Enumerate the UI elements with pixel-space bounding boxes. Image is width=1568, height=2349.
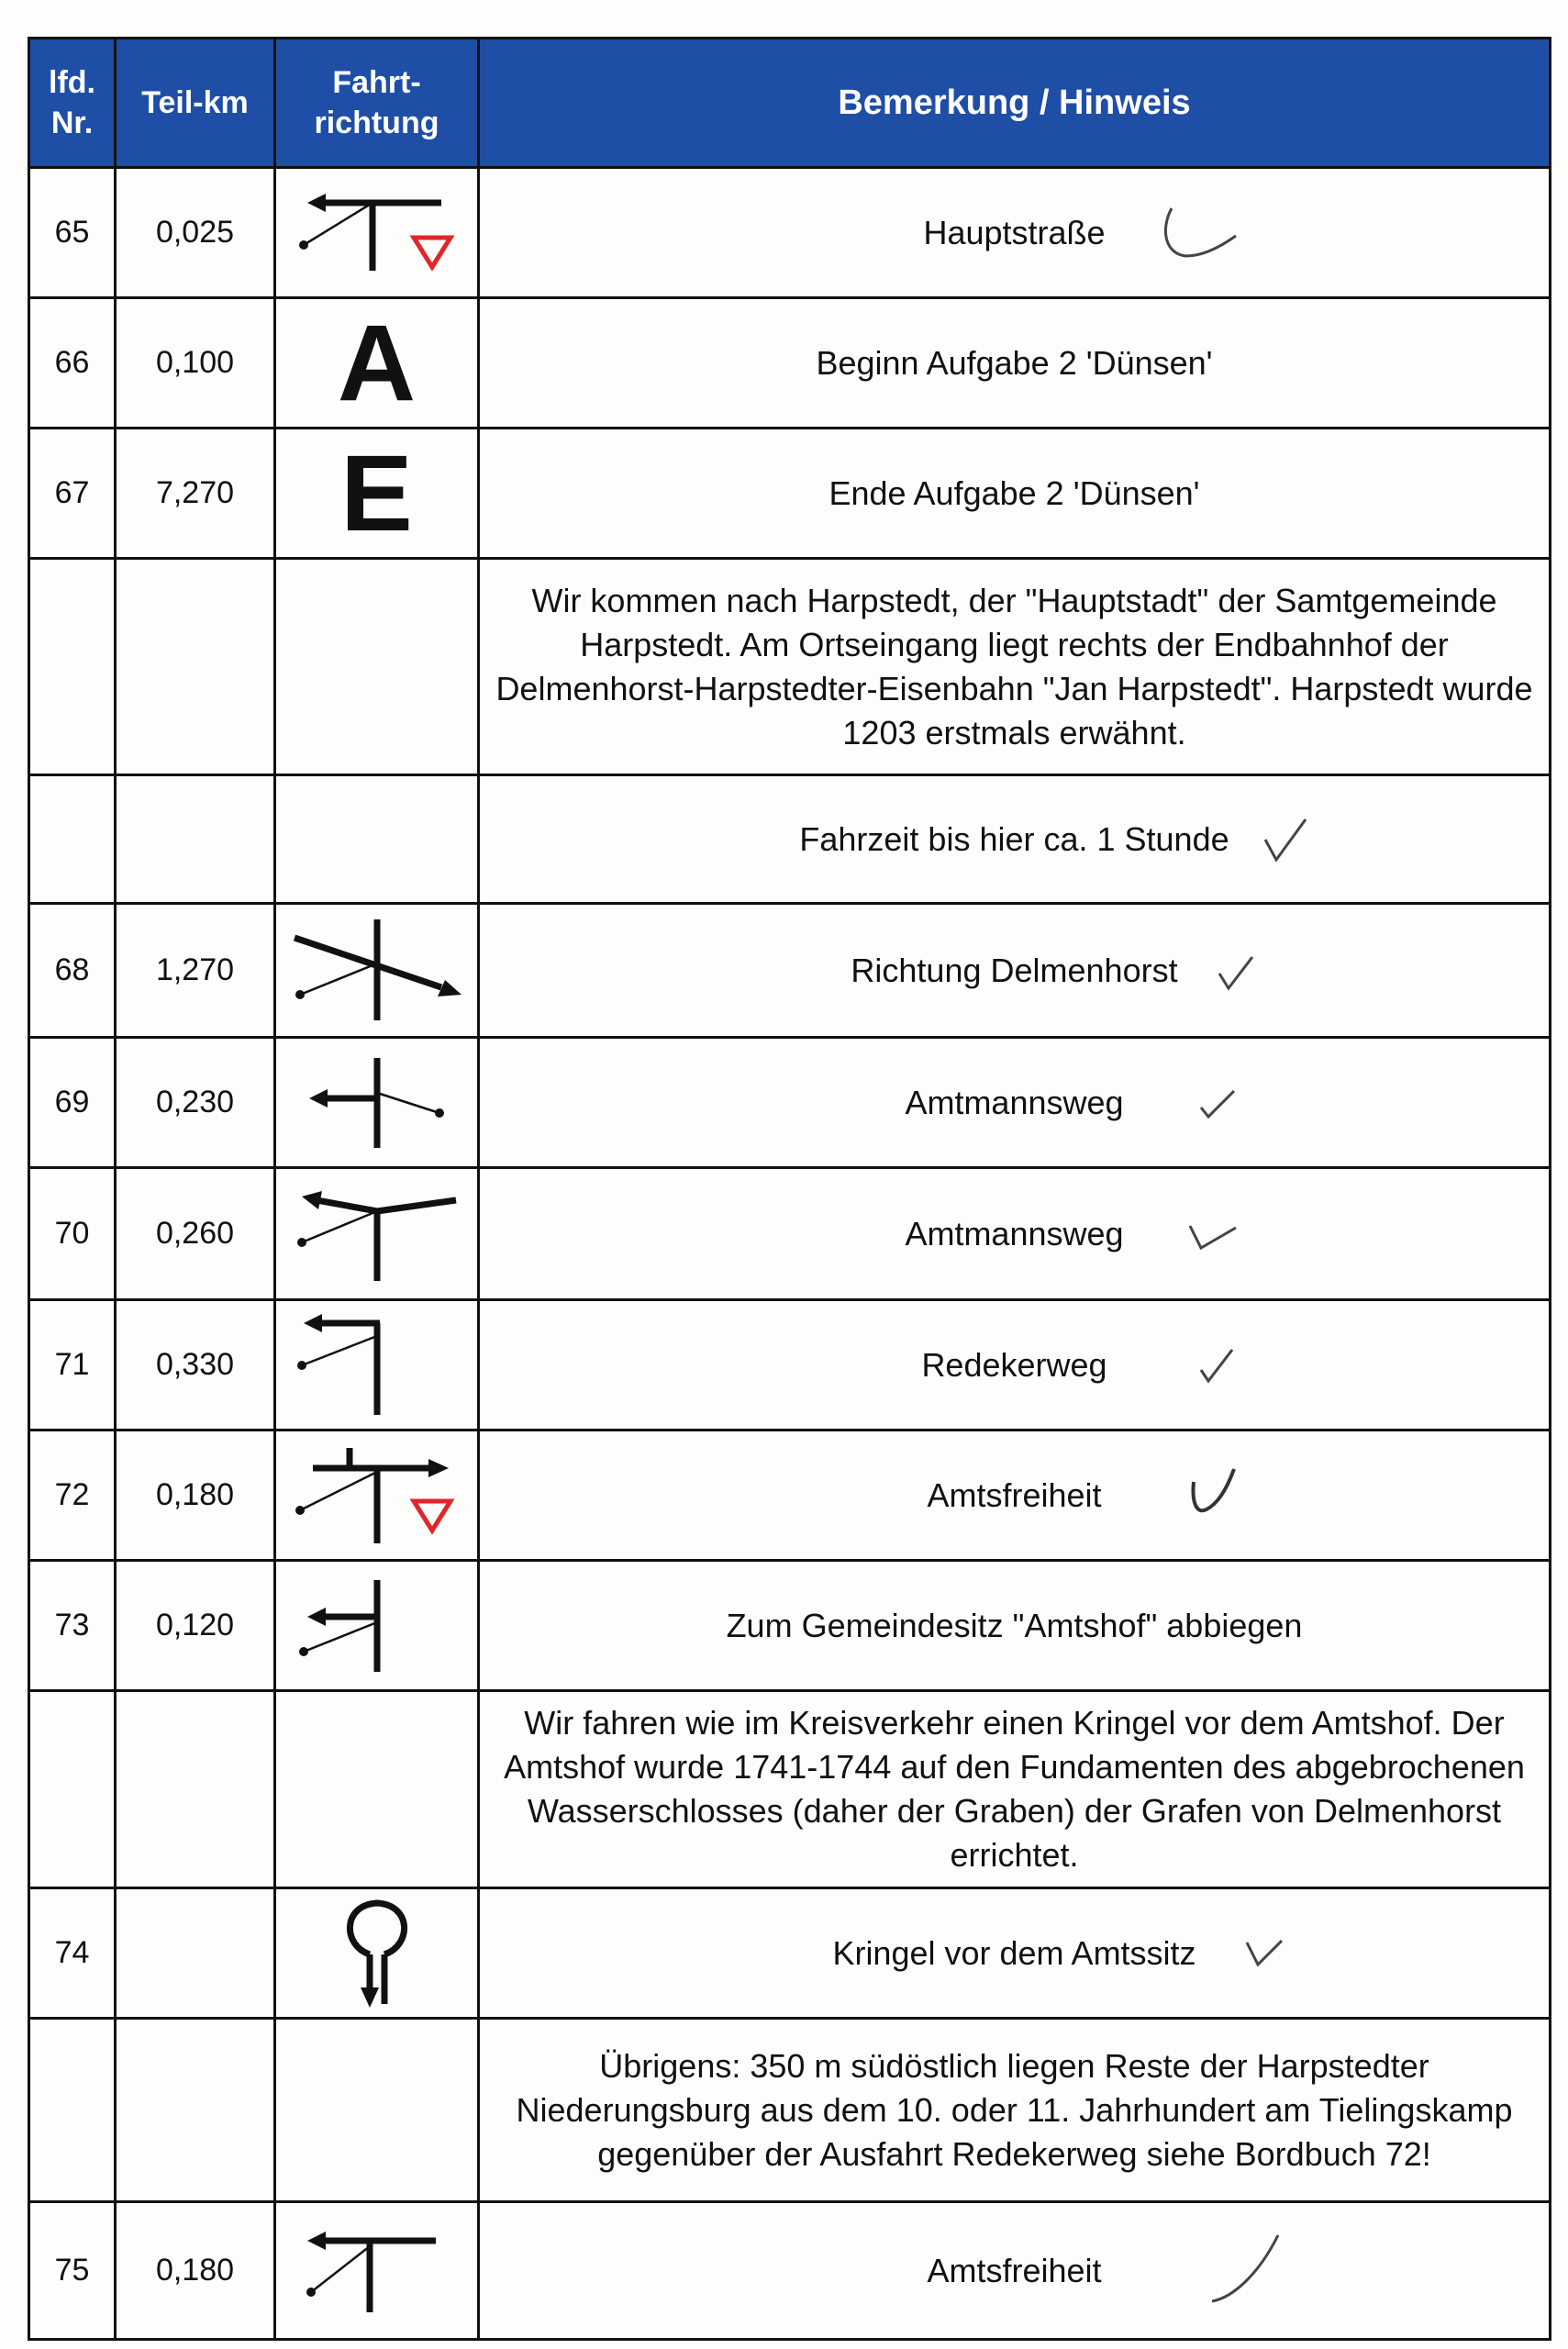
note-text: Fahrzeit bis hier ca. 1 Stunde — [799, 819, 1229, 858]
header-remark: Bemerkung / Hinweis — [479, 39, 1551, 168]
remark-text: Kringel vor dem Amtssitz — [832, 1933, 1196, 1972]
remark-text: Amtsfreiheit — [927, 1475, 1102, 1514]
row-nr: 66 — [29, 298, 116, 429]
table-row — [29, 1561, 1551, 1691]
t-junction-left-yield-icon — [285, 183, 469, 284]
header-direction: Fahrt-richtung — [275, 39, 479, 168]
table-row — [29, 1038, 1551, 1168]
table-row — [29, 904, 1551, 1038]
remark-text: Amtmannsweg — [905, 1214, 1124, 1252]
remark-cell — [479, 775, 1551, 904]
direction-cell — [275, 1431, 479, 1561]
remark-cell — [479, 904, 1551, 1038]
table-row — [29, 775, 1551, 904]
row-km: 0,180 — [116, 2202, 275, 2340]
remark-text: Amtsfreiheit — [927, 2251, 1102, 2289]
note-text: Wir fahren wie im Kreisverkehr einen Kringel vor dem Amtshof. Der Amtshof wurde 1741-1744 auf den Fundamenten des abgebrochenen Wasserschlosses (daher der Graben) der Grafen von Delmenhorst errichtet. — [479, 1691, 1551, 1888]
remark-cell — [479, 1888, 1551, 2019]
row-km — [116, 1888, 275, 2019]
row-nr: 74 — [29, 1888, 116, 2019]
direction-cell — [275, 168, 479, 298]
y-junction-left-icon — [285, 1184, 469, 1285]
header-nr: lfd. Nr. — [29, 39, 116, 168]
remark-text: Hauptstraße — [923, 213, 1106, 251]
row-nr: 67 — [29, 429, 116, 559]
remark-text: Redekerweg — [921, 1345, 1107, 1384]
remark-text: Amtmannsweg — [905, 1083, 1124, 1121]
table-row — [29, 1300, 1551, 1431]
direction-cell — [275, 2202, 479, 2340]
check-mark-icon — [1241, 1935, 1287, 1972]
table-row — [29, 298, 1551, 429]
direction-cell — [275, 298, 479, 429]
row-km: 0,260 — [116, 1168, 275, 1300]
remark-cell — [479, 168, 1551, 298]
start-marker-letter: A — [337, 302, 417, 424]
table-row — [29, 168, 1551, 298]
check-mark-icon — [1205, 2230, 1287, 2312]
direction-cell — [275, 1168, 479, 1300]
row-nr: 70 — [29, 1168, 116, 1300]
check-mark-icon — [1186, 1464, 1241, 1528]
table-row — [29, 2019, 1551, 2202]
table-row — [29, 1431, 1551, 1561]
remark-text: Zum Gemeindesitz "Amtshof" abbiegen — [726, 1606, 1303, 1644]
turn-left-stub-icon — [285, 1571, 469, 1681]
row-km: 0,180 — [116, 1431, 275, 1561]
remark-cell — [479, 1038, 1551, 1168]
remark-text: Ende Aufgabe 2 'Dünsen' — [828, 473, 1200, 512]
crossing-left-from-right-icon — [285, 1052, 469, 1153]
note-text: Übrigens: 350 m südöstlich liegen Reste der Harpstedter Niederungsburg aus dem 10. oder 11. Jahrhundert am Tielingskamp gegenüber der Ausfahrt Redekerweg siehe Bordbuch 72! — [479, 2019, 1551, 2202]
row-nr: 65 — [29, 168, 116, 298]
check-mark-icon — [1195, 1342, 1241, 1388]
turn-left-icon — [285, 1310, 469, 1420]
remark-text: Richtung Delmenhorst — [851, 951, 1178, 989]
t-junction-left-icon — [285, 2221, 469, 2321]
note-text: Wir kommen nach Harpstedt, der "Hauptstadt" der Samtgemeinde Harpstedt. Am Ortseingang liegt rechts der Endbahnhof der Delmenhorst-Harpstedter-Eisenbahn "Jan Harpstedt". Harpstedt wurde 1203 erstmals erwähnt. — [479, 559, 1551, 775]
remark-cell — [479, 1431, 1551, 1561]
row-km: 0,100 — [116, 298, 275, 429]
row-nr: 73 — [29, 1561, 116, 1691]
remark-text: Beginn Aufgabe 2 'Dünsen' — [816, 343, 1213, 382]
table-row — [29, 559, 1551, 775]
crossing-diagonal-right-icon — [285, 916, 469, 1026]
direction-cell — [275, 1888, 479, 2019]
row-km: 0,025 — [116, 168, 275, 298]
direction-cell — [275, 429, 479, 559]
check-mark-icon — [1159, 201, 1241, 265]
t-junction-right-yield-icon — [285, 1441, 469, 1551]
direction-cell — [275, 1561, 479, 1691]
row-nr: 68 — [29, 904, 116, 1038]
check-mark-icon — [1195, 1080, 1241, 1126]
remark-cell — [479, 1561, 1551, 1691]
direction-cell — [275, 904, 479, 1038]
row-nr: 72 — [29, 1431, 116, 1561]
roadbook-sheet — [28, 37, 1549, 2331]
roadbook-table — [28, 37, 1551, 2341]
end-marker-letter: E — [340, 432, 413, 554]
remark-cell — [479, 2202, 1551, 2340]
table-row — [29, 429, 1551, 559]
row-nr: 71 — [29, 1300, 116, 1431]
check-mark-icon — [1186, 1211, 1241, 1257]
row-km: 0,120 — [116, 1561, 275, 1691]
remark-cell — [479, 1168, 1551, 1300]
row-nr: 75 — [29, 2202, 116, 2340]
remark-cell — [479, 298, 1551, 429]
check-mark-icon — [1214, 948, 1260, 994]
check-mark-icon — [1260, 812, 1315, 867]
loop-turnaround-icon — [285, 1894, 469, 2013]
table-row — [29, 1168, 1551, 1300]
remark-cell — [479, 1300, 1551, 1431]
table-row — [29, 1888, 1551, 2019]
remark-cell — [479, 429, 1551, 559]
header-km: Teil-km — [116, 39, 275, 168]
table-row — [29, 1691, 1551, 1888]
row-nr: 69 — [29, 1038, 116, 1168]
direction-cell — [275, 1038, 479, 1168]
table-row — [29, 2202, 1551, 2340]
row-km: 0,330 — [116, 1300, 275, 1431]
row-km: 1,270 — [116, 904, 275, 1038]
direction-cell — [275, 1300, 479, 1431]
table-header-row — [29, 39, 1551, 168]
row-km: 0,230 — [116, 1038, 275, 1168]
row-km: 7,270 — [116, 429, 275, 559]
